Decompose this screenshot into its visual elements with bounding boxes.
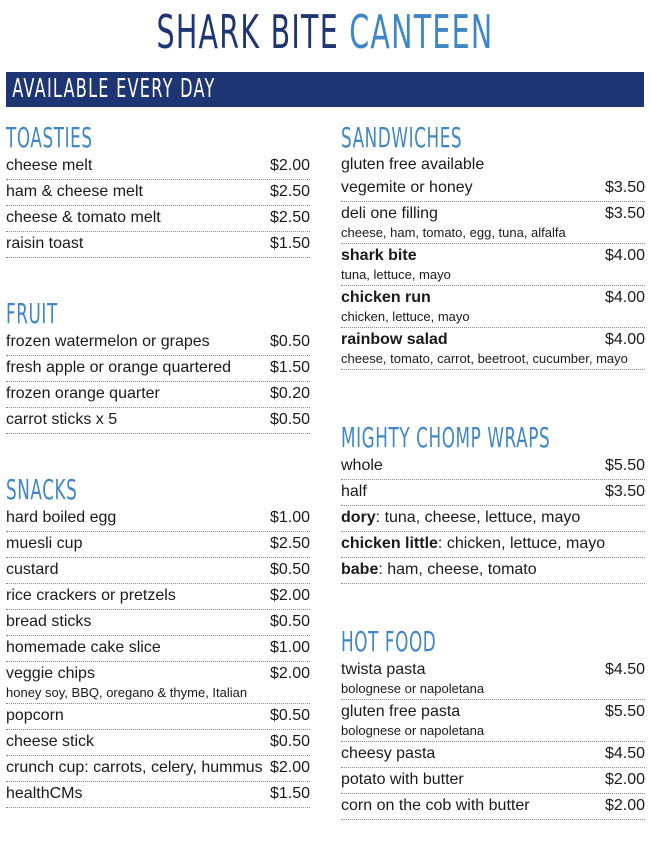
item-name: corn on the cob with butter xyxy=(341,797,530,814)
section-title: FRUIT xyxy=(6,297,58,330)
section-toasties xyxy=(6,122,310,258)
item-description: tuna, lettuce, mayo xyxy=(341,267,451,282)
item-name: vegemite or honey xyxy=(341,179,473,196)
item-price: $5.50 xyxy=(604,457,645,474)
menu-item xyxy=(6,730,310,756)
available-banner xyxy=(6,72,644,107)
title-part-canteen: CANTEEN xyxy=(349,5,494,59)
item-name: frozen orange quarter xyxy=(6,385,160,402)
menu-item xyxy=(341,658,645,700)
item-price: $0.50 xyxy=(269,613,310,630)
item-price: $4.00 xyxy=(604,331,645,348)
item-price: $5.50 xyxy=(604,703,645,720)
wrap-filling xyxy=(341,532,645,558)
title-part-shark-bite: SHARK BITE xyxy=(156,5,339,59)
menu-item xyxy=(341,700,645,742)
item-price: $3.50 xyxy=(604,179,645,196)
item-name: raisin toast xyxy=(6,235,84,252)
item-price: $2.00 xyxy=(269,759,310,776)
menu-item xyxy=(6,662,310,704)
item-price: $1.00 xyxy=(269,639,310,656)
menu-item xyxy=(6,532,310,558)
menu-item xyxy=(6,408,310,434)
menu-item xyxy=(6,584,310,610)
item-description: chicken, lettuce, mayo xyxy=(341,309,470,324)
item-name: muesli cup xyxy=(6,535,83,552)
item-name: fresh apple or orange quartered xyxy=(6,359,232,376)
item-price: $2.50 xyxy=(269,209,310,226)
item-name: crunch cup: carrots, celery, hummus xyxy=(6,759,263,776)
menu-item xyxy=(341,794,645,820)
item-name: shark bite xyxy=(341,247,417,264)
item-price: $2.00 xyxy=(604,771,645,788)
item-name: cheese melt xyxy=(6,157,93,174)
item-price: $1.00 xyxy=(269,509,310,526)
item-price: $3.50 xyxy=(604,205,645,222)
section-fruit xyxy=(6,298,310,434)
item-price: $2.50 xyxy=(269,535,310,552)
menu-item xyxy=(6,154,310,180)
item-name: cheese & tomato melt xyxy=(6,209,161,226)
item-price: $2.50 xyxy=(269,183,310,200)
wrap-filling xyxy=(341,558,645,584)
item-name: carrot sticks x 5 xyxy=(6,411,118,428)
item-name: frozen watermelon or grapes xyxy=(6,333,210,350)
section-title: TOASTIES xyxy=(6,121,93,154)
menu-item xyxy=(6,330,310,356)
banner-text: AVAILABLE EVERY DAY xyxy=(12,74,216,104)
menu-item xyxy=(6,756,310,782)
item-price: $1.50 xyxy=(269,359,310,376)
filling-name: chicken little xyxy=(341,535,438,552)
item-name: potato with butter xyxy=(341,771,464,788)
section-snacks xyxy=(6,474,310,808)
menu-item xyxy=(6,382,310,408)
menu-item xyxy=(6,180,310,206)
item-price: $4.50 xyxy=(604,661,645,678)
filling-description: : ham, cheese, tomato xyxy=(378,561,537,578)
item-name: gluten free pasta xyxy=(341,703,461,720)
item-name: twista pasta xyxy=(341,661,426,678)
item-price: $1.50 xyxy=(269,785,310,802)
menu-item xyxy=(341,202,645,244)
item-description: honey soy, BBQ, oregano & thyme, Italian xyxy=(6,685,248,700)
item-price: $0.50 xyxy=(269,707,310,724)
item-name: cheesy pasta xyxy=(341,745,436,762)
item-name: bread sticks xyxy=(6,613,92,630)
menu-item xyxy=(341,480,645,506)
item-price: $3.50 xyxy=(604,483,645,500)
section-hot-food xyxy=(341,626,645,820)
section-title: SANDWICHES xyxy=(341,121,463,154)
item-price: $2.00 xyxy=(269,665,310,682)
menu-item xyxy=(341,244,645,286)
wrap-filling xyxy=(341,506,645,532)
gluten-free-note: gluten free available xyxy=(341,156,485,173)
menu-item xyxy=(341,286,645,328)
item-name: rainbow salad xyxy=(341,331,448,348)
item-price: $4.00 xyxy=(604,247,645,264)
menu-item xyxy=(6,558,310,584)
menu-item xyxy=(341,454,645,480)
menu-item xyxy=(341,328,645,370)
item-description: bolognese or napoletana xyxy=(341,723,485,738)
section-title: MIGHTY CHOMP WRAPS xyxy=(341,421,551,454)
item-name: rice crackers or pretzels xyxy=(6,587,176,604)
menu-item xyxy=(6,356,310,382)
item-price: $0.20 xyxy=(269,385,310,402)
item-price: $2.00 xyxy=(604,797,645,814)
item-name: popcorn xyxy=(6,707,64,724)
filling-description: : chicken, lettuce, mayo xyxy=(437,535,606,552)
item-name: cheese stick xyxy=(6,733,95,750)
menu-item xyxy=(6,506,310,532)
section-title: HOT FOOD xyxy=(341,625,437,658)
menu-item xyxy=(6,704,310,730)
item-name: half xyxy=(341,483,367,500)
item-price: $0.50 xyxy=(269,333,310,350)
filling-name: babe xyxy=(341,561,379,578)
item-name: ham & cheese melt xyxy=(6,183,143,200)
filling-name: dory xyxy=(341,509,376,526)
menu-item xyxy=(341,176,645,202)
item-price: $0.50 xyxy=(269,411,310,428)
menu-item xyxy=(341,742,645,768)
item-price: $2.00 xyxy=(269,587,310,604)
item-name: chicken run xyxy=(341,289,431,306)
item-price: $1.50 xyxy=(269,235,310,252)
section-sandwiches xyxy=(341,122,645,370)
filling-description: : tuna, cheese, lettuce, mayo xyxy=(375,509,581,526)
item-name: healthCMs xyxy=(6,785,83,802)
item-price: $2.00 xyxy=(269,157,310,174)
item-name: whole xyxy=(341,457,383,474)
item-name: custard xyxy=(6,561,59,578)
item-price: $4.00 xyxy=(604,289,645,306)
menu-item xyxy=(6,610,310,636)
section-wraps xyxy=(341,422,645,584)
item-name: veggie chips xyxy=(6,665,95,682)
item-name: homemade cake slice xyxy=(6,639,161,656)
menu-item xyxy=(6,636,310,662)
item-description: bolognese or napoletana xyxy=(341,681,485,696)
menu-item xyxy=(6,782,310,808)
item-price: $0.50 xyxy=(269,561,310,578)
item-name: hard boiled egg xyxy=(6,509,117,526)
menu-item xyxy=(6,232,310,258)
item-price: $4.50 xyxy=(604,745,645,762)
section-title: SNACKS xyxy=(6,473,78,506)
menu-item xyxy=(6,206,310,232)
item-price: $0.50 xyxy=(269,733,310,750)
menu-item xyxy=(341,768,645,794)
item-name: deli one filling xyxy=(341,205,438,222)
item-description: cheese, tomato, carrot, beetroot, cucumber, mayo xyxy=(341,351,628,366)
page-title xyxy=(124,4,527,60)
item-description: cheese, ham, tomato, egg, tuna, alfalfa xyxy=(341,225,566,240)
